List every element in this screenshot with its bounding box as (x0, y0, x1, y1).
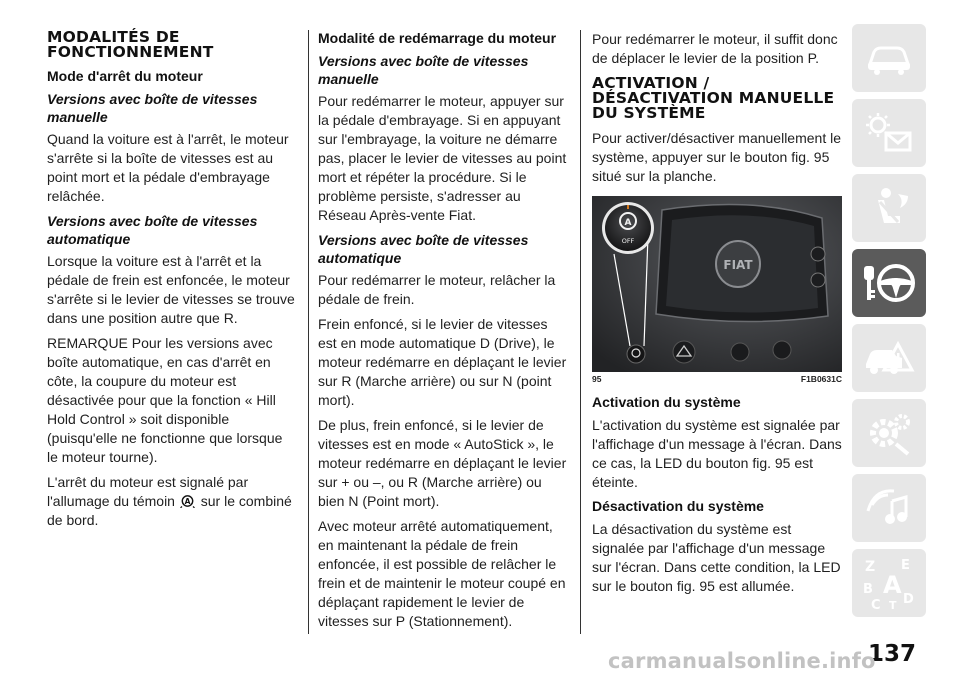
key-steering-wheel-icon (860, 260, 918, 306)
watermark-text: carmanualsonline.info (608, 649, 876, 673)
signal-text-after: sur le combiné de bord. (47, 493, 292, 528)
maintenance-gear-icon (864, 410, 914, 456)
figure-95-dashboard-photo (592, 196, 842, 372)
tab-multimedia[interactable] (852, 474, 926, 542)
auto-versions-title: Versions avec boîte de vitesses automatique (47, 213, 258, 247)
warning-lights-icon (864, 111, 914, 155)
page-number: 137 (868, 641, 917, 667)
section-heading-modalites: MODALITÉS DE FONCTIONNEMENT (47, 28, 214, 61)
manual-versions-title: Versions avec boîte de vitesses manuelle (47, 91, 258, 125)
subheading-arret-moteur: Mode d'arrêt du moteur (47, 68, 203, 84)
screen-brand-text: FIAT (723, 258, 753, 272)
signal-text-before: L'arrêt du moteur est signalé par l'allumage du témoin (47, 474, 249, 509)
svg-text:A: A (624, 218, 632, 228)
svg-text:Z: Z (865, 559, 876, 575)
tab-emergency[interactable] (852, 324, 926, 392)
svg-text:A: A (883, 571, 902, 599)
deactivation-title: Désactivation du système (592, 498, 764, 514)
auto-restart-text-4: Avec moteur arrêté automatiquement, en maintenant la pédale de frein enfoncée, il est possible de relâcher le frein et de maintenir le moteur coupé en déplaçant rapidement le levier de vitesses sur P (Stationnement). (318, 518, 566, 629)
auto-stop-warning-icon (180, 495, 195, 508)
svg-text:T: T (889, 599, 897, 611)
auto-restart-title: Versions avec boîte de vitesses automatique (318, 232, 529, 266)
signal-paragraph (47, 473, 297, 530)
tab-warning-lights[interactable] (852, 99, 926, 167)
column-2 (318, 30, 570, 637)
car-breakdown-icon (862, 336, 916, 380)
activation-desc: L'activation du système est signalée par l'affichage d'un message à l'écran. Dans ce cas, la LED du bouton fig. 95 est éteinte. (592, 417, 842, 490)
auto-restart-text-3: De plus, frein enfoncé, si le levier de vitesses est en mode « AutoStick », le moteur redémarre en déplaçant le levier sur + ou –, ou R (Marche arrière) ou bien N (Point mort). (318, 417, 567, 509)
manual-versions-text: Quand la voiture est à l'arrêt, le moteur s'arrête si la boîte de vitesses est au point mort et la pédale d'embrayage relâchée. (47, 131, 289, 204)
tab-dashboard[interactable] (852, 24, 926, 92)
alphabetical-index-icon (859, 555, 919, 611)
chapter-sidebar (852, 24, 926, 624)
activation-title: Activation du système (592, 394, 741, 410)
auto-versions-text: Lorsque la voiture est à l'arrêt et la pédale de frein est enfoncée, le moteur s'arrête si le levier de vitesses se trouve dans une position autre que R. (47, 253, 295, 326)
seat-safety-icon (864, 186, 914, 230)
svg-text:A: A (184, 497, 191, 506)
figure-code: F1B0631C (800, 374, 842, 384)
column-divider-2 (580, 30, 581, 634)
deactivation-desc: La désactivation du système est signalée par l'affichage d'un message sur l'écran. Dans cette condition, la LED sur le bouton fig. 95 est allumée. (592, 521, 841, 594)
svg-text:C: C (871, 598, 881, 611)
figure-caption (592, 374, 842, 384)
manual-restart-text: Pour redémarrer le moteur, appuyer sur la pédale d'embrayage. Si en appuyant sur l'embrayage, la voiture ne démarre pas, placer le levier de vitesses au point mort et répéter la procédure. Si le problème persiste, s'adresser au Réseau Après-vente Fiat. (318, 93, 567, 223)
manual-restart-title: Versions avec boîte de vitesses manuelle (318, 53, 529, 87)
tab-maintenance[interactable] (852, 399, 926, 467)
auto-restart-text-2: Frein enfoncé, si le levier de vitesses est en mode automatique D (Drive), le moteur redémarre en déplaçant le levier sur R (Marche arrière) ou sur N (point mort). (318, 316, 567, 408)
column-divider-1 (308, 30, 309, 634)
button-off-label: OFF (621, 237, 635, 245)
svg-text:E: E (901, 558, 910, 573)
car-dashboard-icon (864, 40, 914, 76)
figure-number: 95 (592, 374, 602, 384)
remark-text: REMARQUE Pour les versions avec boîte automatique, en cas d'arrêt en côte, la coupure du moteur est désactivée pour que la fonction « Hill Hold Control » soit disponible (puisqu'elle ne fonctionne que lorsque le moteur tourne). (47, 335, 283, 465)
dashboard-illustration (592, 196, 842, 372)
tab-seat-safety[interactable] (852, 174, 926, 242)
column-1 (47, 30, 297, 536)
section-heading-redemarrage: Modalité de redémarrage du moteur (318, 30, 557, 46)
activation-text: Pour activer/désactiver manuellement le système, appuyer sur le bouton fig. 95 situé sur la planche. (592, 130, 842, 184)
tab-index[interactable] (852, 549, 926, 617)
column-3 (592, 30, 842, 602)
auto-restart-text-1: Pour redémarrer le moteur, relâcher la pédale de frein. (318, 272, 556, 307)
svg-text:B: B (863, 582, 873, 597)
tab-starting-driving[interactable] (852, 249, 926, 317)
multimedia-music-icon (864, 485, 914, 531)
section-heading-activation: ACTIVATION / DÉSACTIVATION MANUELLE DU SYSTÈME (592, 74, 835, 122)
svg-text:D: D (903, 592, 914, 607)
intro-text: Pour redémarrer le moteur, il suffit donc de déplacer le levier de la position P. (592, 31, 838, 66)
